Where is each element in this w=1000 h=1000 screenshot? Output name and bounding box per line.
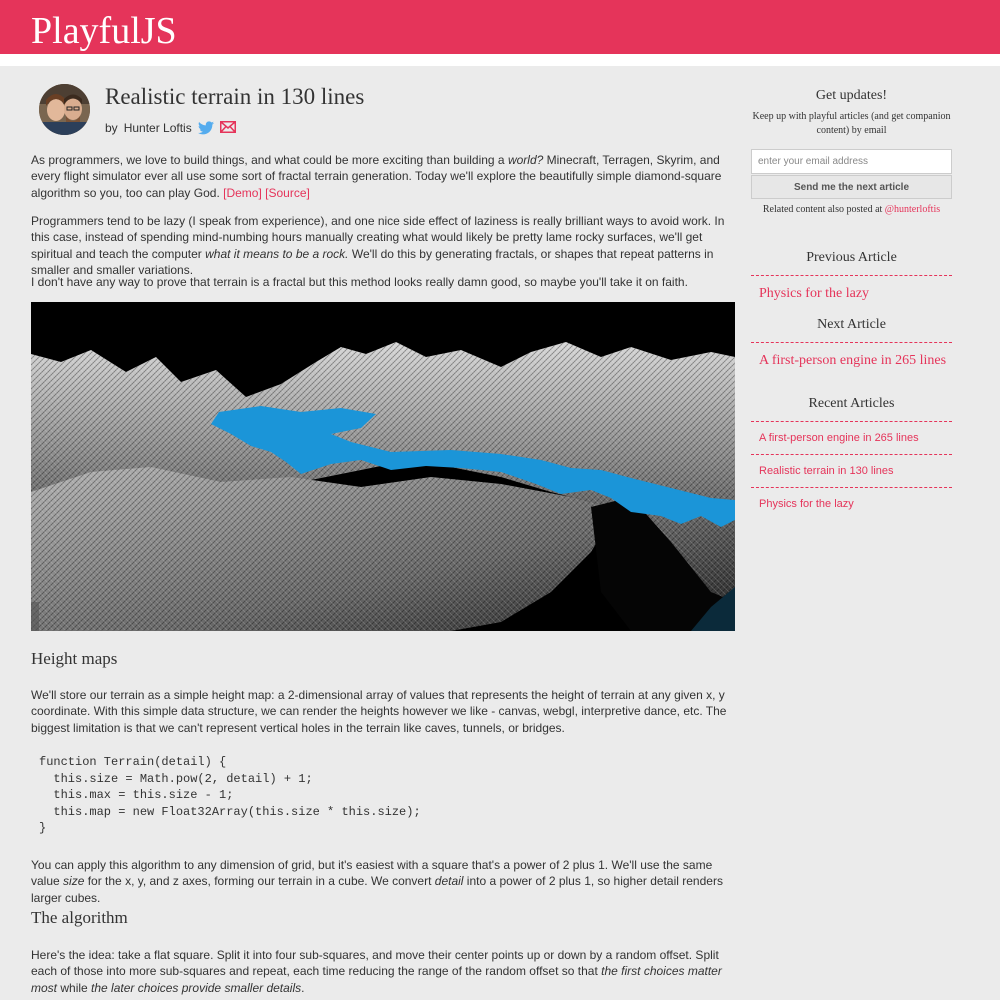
intro-paragraph: As programmers, we love to build things, and what could be more exciting than building a world? Minecraft, Terragen, Skyrim, and every flight simulator ever all use some sort of fractal terrain generation. Today we'll explore the beautifully simple diamond-square algorithm so you, too can play God. [Demo] [Source]	[31, 153, 722, 200]
lazy-paragraph: Programmers tend to be lazy (I speak from experience), and one nice side effect of laziness is really brilliant ways to avoid work. In this case, instead of spending mind-numbing hours manually creating what would likely be pretty lame rocky surfaces, we'll get spiritual and teach the computer what it means to be a rock. We'll do this by generating fractals, or shapes that repeat patterns in smaller and smaller variations.	[31, 214, 725, 277]
top-bar	[0, 0, 1000, 54]
divider	[751, 421, 952, 422]
byline	[105, 121, 236, 135]
author-avatar	[39, 84, 90, 135]
heading-algorithm: The algorithm	[31, 908, 128, 927]
terrain-code-block: function Terrain(detail) { this.size = Math.pow(2, detail) + 1; this.max = this.size - 1; this.map = new Float32Array(this.size * this.size); }	[39, 755, 421, 835]
email-icon[interactable]	[220, 121, 236, 135]
divider	[751, 275, 952, 276]
send-next-article-button[interactable]: Send me the next article	[751, 175, 952, 199]
divider	[751, 342, 952, 343]
page-title: Realistic terrain in 130 lines	[105, 84, 365, 109]
previous-article-title: Previous Article	[806, 250, 897, 265]
author-name: Hunter Loftis	[123, 121, 192, 135]
site-logo-link[interactable]: PlayfulJS	[31, 10, 177, 52]
recent-article-link[interactable]: A first-person engine in 265 lines	[759, 432, 919, 444]
twitter-handle-link[interactable]: @hunterloftis	[884, 204, 941, 215]
twitter-icon[interactable]	[198, 121, 214, 135]
updates-title: Get updates!	[815, 88, 888, 103]
email-input[interactable]	[751, 149, 952, 174]
height-map-paragraph: We'll store our terrain as a simple height map: a 2-dimensional array of values that represents the height of terrain at any given x, y coordinate. With this simple data structure, we can render the heights however we like - canvas, webgl, interpretive dance, etc. The biggest limitation is that we can't represent vertical holes in the terrain like caves, tunnels, or bridges.	[31, 688, 727, 735]
algorithm-paragraph: Here's the idea: take a flat square. Split it into four sub-squares, and move their center points up or down by a random offset. Split each of those into more sub-squares and repeat, each time reducing the range of the random offset so that the first choices matter most while the later choices provide smaller details.	[31, 948, 722, 995]
grid-paragraph: You can apply this algorithm to any dimension of grid, but it's easiest with a square that's a power of 2 plus 1. We'll use the same value size for the x, y, and z axes, forming our terrain in a cube. We convert detail into a power of 2 plus 1, so higher detail renders larger cubes.	[31, 858, 723, 905]
faith-paragraph: I don't have any way to prove that terrain is a fractal but this method looks really damn good, so maybe you'll take it on faith.	[31, 275, 688, 289]
updates-subtitle: Keep up with playful articles (and get companion content) by email	[752, 111, 951, 136]
header-divider	[0, 54, 1000, 66]
heading-height-maps: Height maps	[31, 649, 118, 668]
next-article-link[interactable]: A first-person engine in 265 lines	[759, 353, 947, 368]
divider	[751, 454, 952, 455]
demo-link[interactable]: [Demo]	[223, 185, 262, 200]
next-article-title: Next Article	[817, 317, 886, 332]
recent-article-link[interactable]: Physics for the lazy	[759, 498, 854, 510]
byline-prefix: by	[105, 121, 118, 135]
related-content-note: Related content also posted at @hunterloftis	[762, 204, 941, 215]
recent-article-link[interactable]: Realistic terrain in 130 lines	[759, 465, 894, 477]
divider	[751, 487, 952, 488]
source-link[interactable]: [Source]	[265, 185, 310, 200]
previous-article-link[interactable]: Physics for the lazy	[759, 286, 870, 301]
recent-articles-title: Recent Articles	[808, 396, 895, 411]
terrain-render-image	[31, 302, 735, 631]
